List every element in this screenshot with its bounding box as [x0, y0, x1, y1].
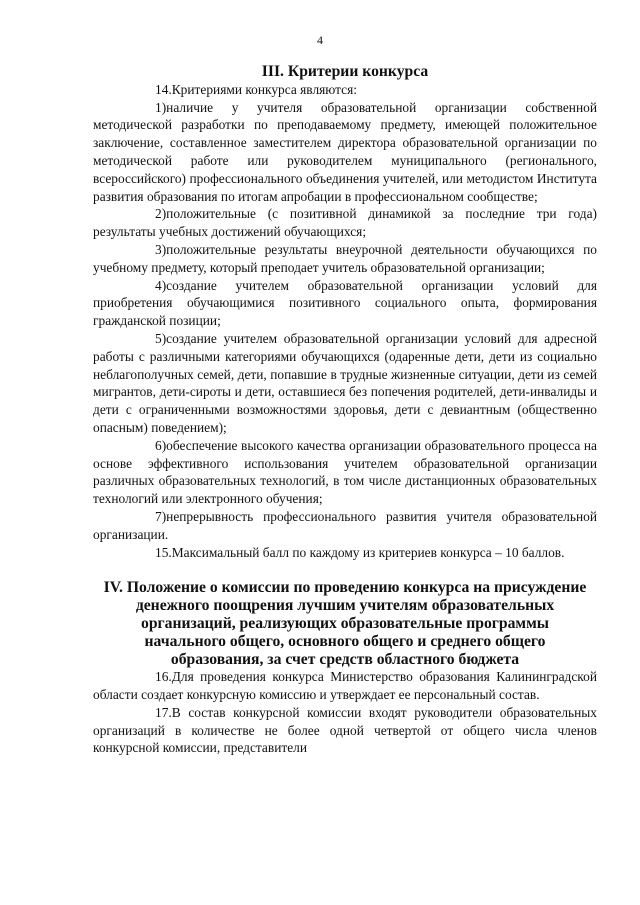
document-body: [93, 63, 597, 757]
paragraph-number: 4): [155, 277, 167, 293]
paragraph-text: Критериями конкурса являются:: [171, 81, 357, 97]
paragraph-text: положительные (с позитивной динамикой за последние три года) результаты учебных достижений обучающихся;: [93, 206, 597, 240]
paragraph-14: [93, 81, 597, 99]
section-3-heading: III. Критерии конкурса: [261, 63, 429, 80]
paragraph-number: 15.: [155, 544, 172, 560]
paragraph-text: непрерывность профессионального развития учителя образовательной организации.: [93, 508, 597, 542]
paragraph-15: [93, 544, 597, 562]
paragraph-number: 5): [155, 330, 167, 346]
paragraph-text: В состав конкурсной комиссии входят руководители образовательных организаций в количестве не более одной четвертой от общего числа членов конкурсной комиссии, представители: [93, 704, 597, 756]
criterion-5: [93, 330, 597, 437]
criterion-4: [93, 277, 597, 330]
criterion-3: [93, 241, 597, 277]
paragraph-16: [93, 668, 597, 704]
paragraph-number: 14.: [155, 81, 172, 97]
paragraph-number: 1): [155, 99, 167, 115]
paragraph-number: 6): [155, 437, 167, 453]
paragraph-text: создание учителем образовательной организации условий для адресной работы с различными категориями обучающихся (одаренные дети, дети из социально неблагополучных семей, дети, попавшие в трудные жизненные ситуации, дети из семей мигрантов, дети-сироты и дети, оставшиеся без попечения родителей, дети-инвалиды и дети с ограниченными возможностями здоровья, дети с девиантным (общественно опасным) поведением);: [93, 330, 597, 435]
paragraph-number: 17.: [155, 704, 172, 720]
page-number: 4: [317, 33, 323, 47]
criterion-1: [93, 99, 597, 206]
paragraph-number: 7): [155, 508, 167, 524]
paragraph-text: наличие у учителя образовательной организации собственной методической разработки по преподаваемому предмету, имеющей положительное заключение, составленное заместителем директора образовательной организации по методической работе или руководителем муниципального (регионального, всероссийского) профессионального объединения учителей, или методистом Института развития образования по итогам апробации в профессиональном сообществе;: [93, 99, 597, 204]
paragraph-number: 2): [155, 206, 167, 222]
paragraph-17: [93, 704, 597, 757]
section-4-heading: IV. Положение о комиссии по проведению конкурса на присуждение денежного поощрения лучшим учителям образовательных организаций, реализующих образовательные программы начального общего, основного общего и среднего общего образования, за счет средств областного бюджета: [103, 579, 587, 668]
criterion-2: [93, 205, 597, 241]
paragraph-text: Максимальный балл по каждому из критериев конкурса – 10 баллов.: [171, 544, 565, 560]
paragraph-number: 16.: [155, 669, 172, 685]
paragraph-text: обеспечение высокого качества организации образовательного процесса на основе эффективного использования учителем образовательной организации различных образовательных технологий, в том числе дистанционных образовательных технологий или электронного обучения;: [93, 437, 597, 507]
criterion-6: [93, 437, 597, 508]
paragraph-text: Для проведения конкурса Министерство образования Калининградской области создает конкурсную комиссию и утверждает ее персональный состав.: [93, 669, 597, 703]
paragraph-number: 3): [155, 241, 167, 257]
paragraph-text: создание учителем образовательной организации условий для приобретения обучающимися позитивного социального опыта, формирования гражданской позиции;: [93, 277, 597, 329]
paragraph-text: положительные результаты внеурочной деятельности обучающихся по учебному предмету, который преподает учитель образовательной организации;: [93, 241, 597, 275]
criterion-7: [93, 508, 597, 544]
